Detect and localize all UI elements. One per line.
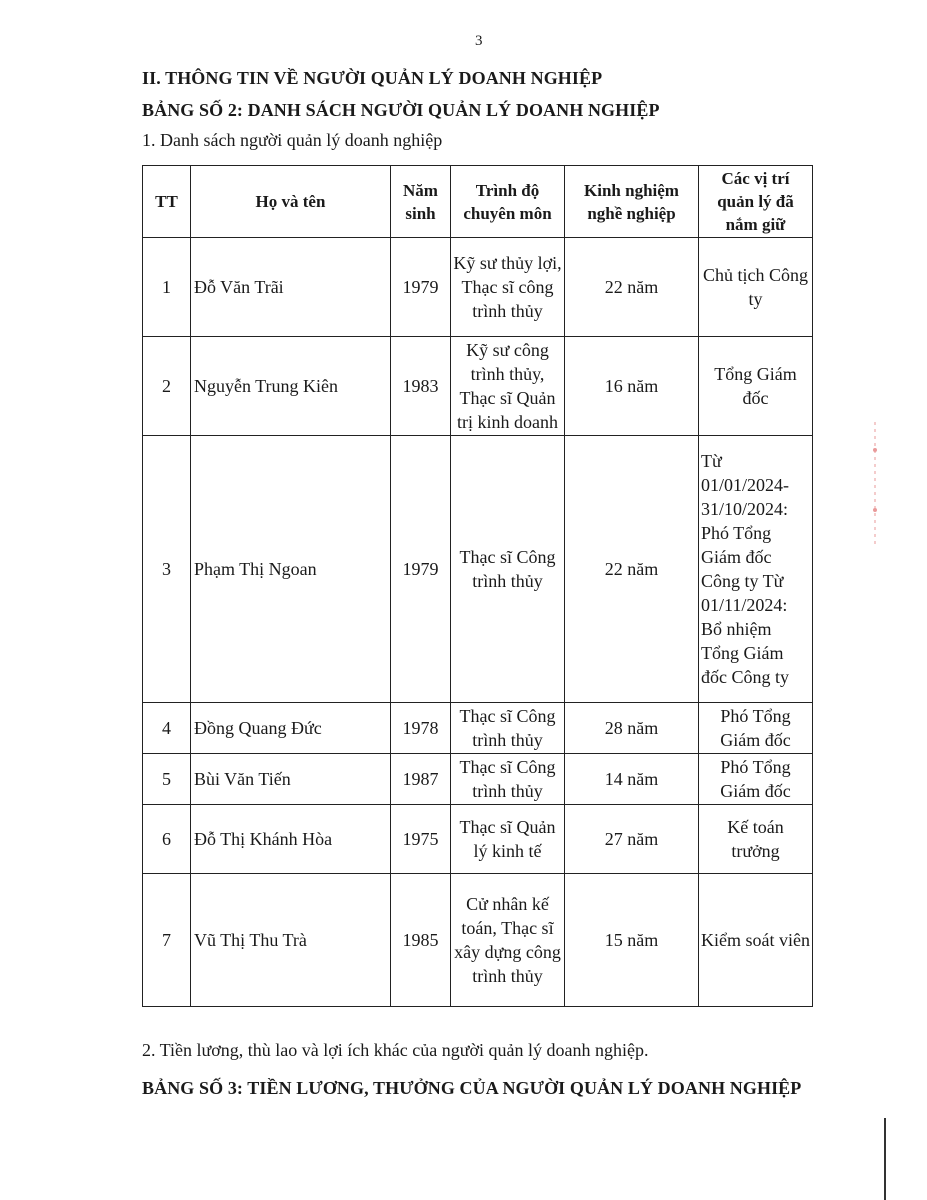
cell-name: Đỗ Văn Trãi [191, 238, 391, 337]
cell-name: Vũ Thị Thu Trà [191, 874, 391, 1007]
cell-name: Đỗ Thị Khánh Hòa [191, 805, 391, 874]
cell-positions: Phó Tổng Giám đốc [699, 703, 813, 754]
table-row [143, 238, 813, 337]
cell-birth-year: 1987 [391, 754, 451, 805]
subsection-2-label: 2. Tiền lương, thù lao và lợi ích khác của người quản lý doanh nghiệp. [142, 1040, 649, 1060]
subsection-1-label: 1. Danh sách người quản lý doanh nghiệp [142, 130, 443, 150]
stamp-icon [864, 420, 886, 550]
edge-line [884, 1118, 886, 1200]
stamp-mark [862, 420, 886, 550]
header-positions: Các vị trí quản lý đã nắm giữ [699, 166, 813, 238]
managers-table [142, 165, 813, 1007]
table2-title: BẢNG SỐ 2: DANH SÁCH NGƯỜI QUẢN LÝ DOANH NGHIỆP [142, 100, 660, 120]
cell-experience: 27 năm [565, 805, 699, 874]
cell-positions: Kế toán trưởng [699, 805, 813, 874]
cell-qualification: Cử nhân kế toán, Thạc sĩ xây dựng công trình thủy [451, 874, 565, 1007]
cell-positions: Chủ tịch Công ty [699, 238, 813, 337]
cell-birth-year: 1975 [391, 805, 451, 874]
cell-experience: 28 năm [565, 703, 699, 754]
header-name: Họ và tên [191, 166, 391, 238]
header-qualification: Trình độ chuyên môn [451, 166, 565, 238]
cell-tt: 4 [143, 703, 191, 754]
cell-tt: 1 [143, 238, 191, 337]
cell-qualification: Kỹ sư công trình thủy, Thạc sĩ Quản trị kinh doanh [451, 337, 565, 436]
cell-qualification: Kỹ sư thủy lợi, Thạc sĩ công trình thủy [451, 238, 565, 337]
cell-experience: 22 năm [565, 436, 699, 703]
cell-tt: 3 [143, 436, 191, 703]
cell-experience: 15 năm [565, 874, 699, 1007]
page-number: 3 [475, 33, 483, 49]
cell-experience: 14 năm [565, 754, 699, 805]
header-birth-year: Năm sinh [391, 166, 451, 238]
cell-experience: 22 năm [565, 238, 699, 337]
header-experience: Kinh nghiệm nghề nghiệp [565, 166, 699, 238]
cell-birth-year: 1985 [391, 874, 451, 1007]
table-row [143, 874, 813, 1007]
cell-birth-year: 1983 [391, 337, 451, 436]
cell-birth-year: 1979 [391, 436, 451, 703]
cell-positions: Tổng Giám đốc [699, 337, 813, 436]
table-row [143, 805, 813, 874]
cell-name: Đồng Quang Đức [191, 703, 391, 754]
cell-name: Phạm Thị Ngoan [191, 436, 391, 703]
cell-birth-year: 1978 [391, 703, 451, 754]
cell-qualification: Thạc sĩ Quản lý kinh tế [451, 805, 565, 874]
cell-name: Nguyễn Trung Kiên [191, 337, 391, 436]
table-row [143, 337, 813, 436]
cell-qualification: Thạc sĩ Công trình thủy [451, 703, 565, 754]
cell-tt: 7 [143, 874, 191, 1007]
table-row [143, 436, 813, 703]
cell-positions: Từ 01/01/2024-31/10/2024: Phó Tổng Giám đốc Công ty Từ 01/11/2024: Bổ nhiệm Tổng Giám đốc Công ty [699, 436, 813, 703]
table-header-row [143, 166, 813, 238]
cell-birth-year: 1979 [391, 238, 451, 337]
cell-qualification: Thạc sĩ Công trình thủy [451, 436, 565, 703]
section-title: II. THÔNG TIN VỀ NGƯỜI QUẢN LÝ DOANH NGHIỆP [142, 68, 603, 88]
cell-experience: 16 năm [565, 337, 699, 436]
cell-positions: Kiểm soát viên [699, 874, 813, 1007]
header-tt: TT [143, 166, 191, 238]
table-row [143, 703, 813, 754]
cell-name: Bùi Văn Tiến [191, 754, 391, 805]
cell-tt: 2 [143, 337, 191, 436]
cell-qualification: Thạc sĩ Công trình thủy [451, 754, 565, 805]
cell-tt: 5 [143, 754, 191, 805]
cell-tt: 6 [143, 805, 191, 874]
table-row [143, 754, 813, 805]
cell-positions: Phó Tổng Giám đốc [699, 754, 813, 805]
table3-title: BẢNG SỐ 3: TIỀN LƯƠNG, THƯỞNG CỦA NGƯỜI QUẢN LÝ DOANH NGHIỆP [142, 1078, 802, 1098]
